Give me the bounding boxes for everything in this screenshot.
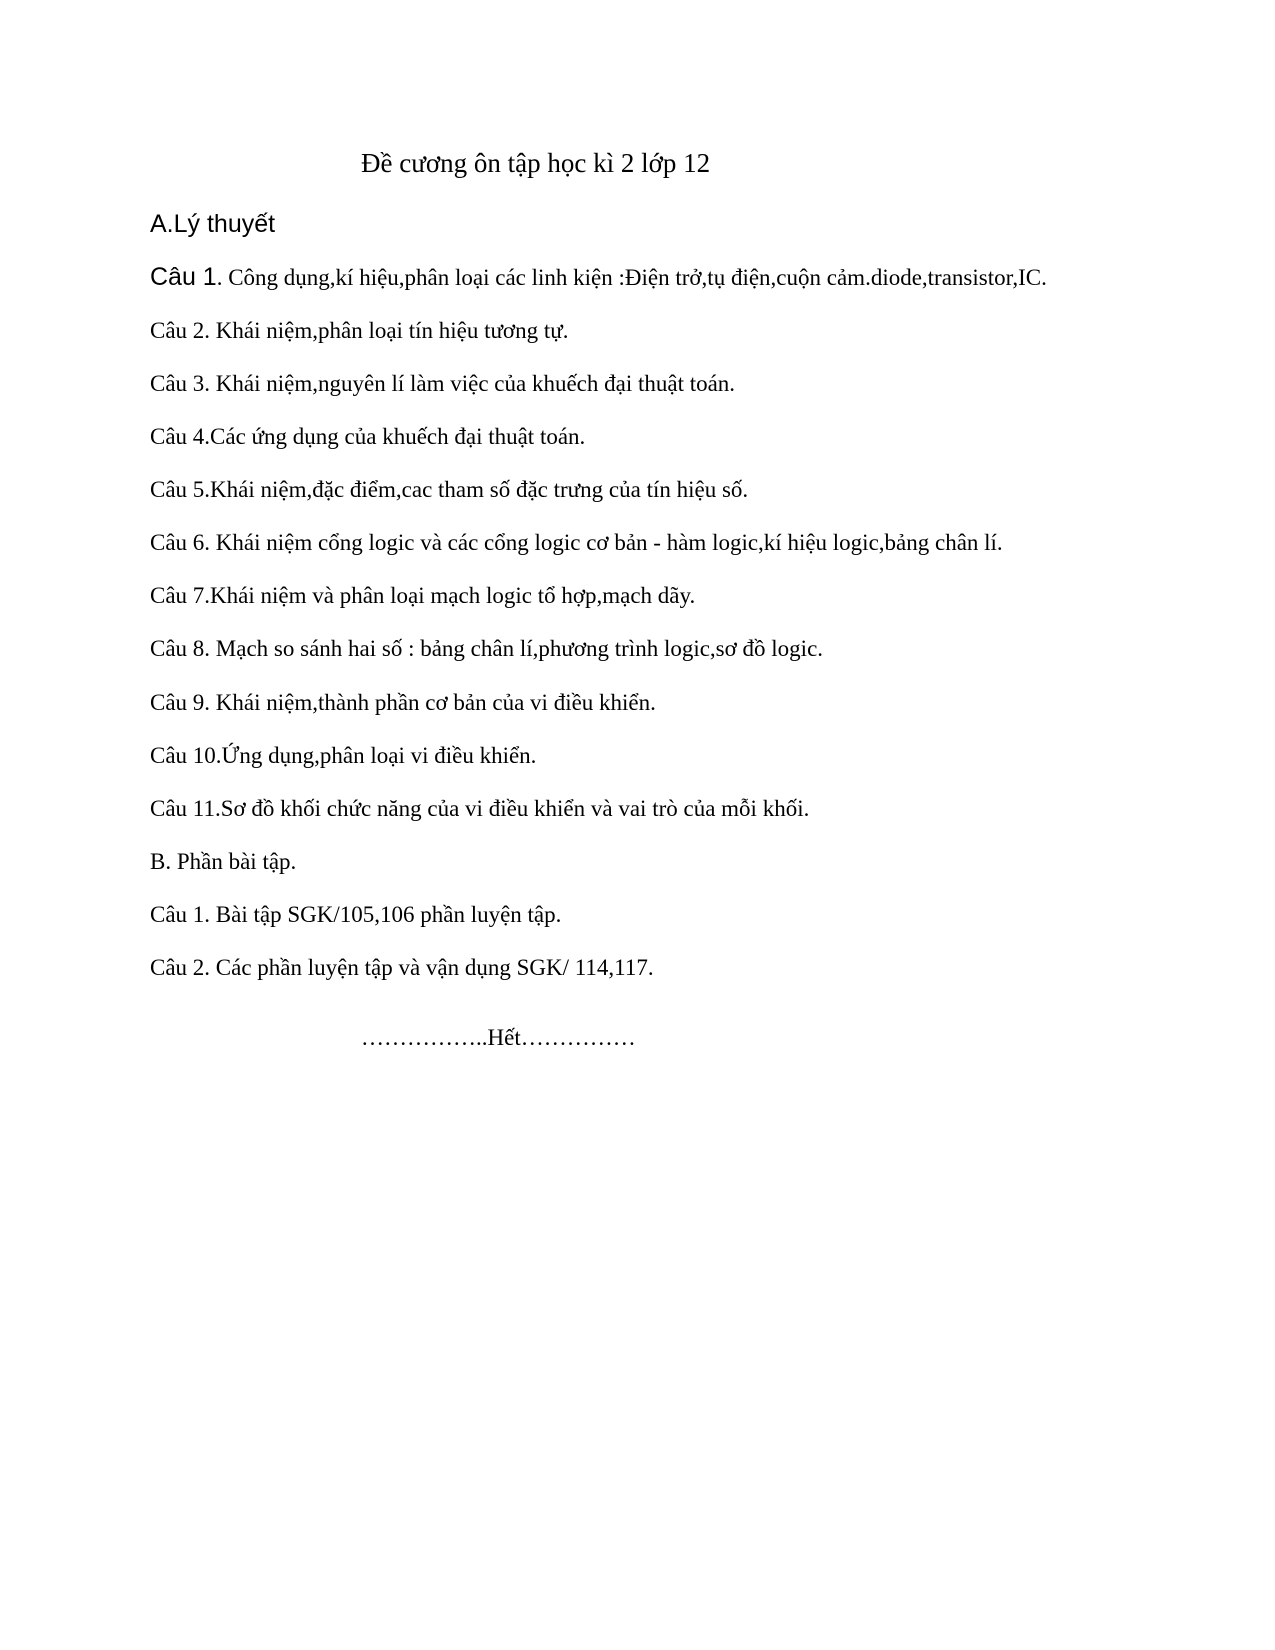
theory-question-2: Câu 2. Khái niệm,phân loại tín hiệu tương tự. <box>150 318 569 343</box>
theory-question-10: Câu 10.Ứng dụng,phân loại vi điều khiển. <box>150 743 537 768</box>
theory-question-1 <box>150 263 1047 292</box>
document-title: Đề cương ôn tập học kì 2 lớp 12 <box>361 148 711 178</box>
theory-question-1-text: . Công dụng,kí hiệu,phân loại các linh kiện :Điện trở,tụ điện,cuộn cảm.diode,transistor,IC. <box>216 265 1047 290</box>
theory-question-11: Câu 11.Sơ đồ khối chức năng của vi điều khiển và vai trò của mỗi khối. <box>150 796 810 821</box>
theory-question-9: Câu 9. Khái niệm,thành phần cơ bản của vi điều khiển. <box>150 690 656 715</box>
theory-question-5: Câu 5.Khái niệm,đặc điểm,cac tham số đặc trưng của tín hiệu số. <box>150 477 749 502</box>
section-a-heading: A.Lý thuyết <box>150 210 276 238</box>
theory-question-1-lead: Câu 1 <box>150 263 217 291</box>
theory-question-3: Câu 3. Khái niệm,nguyên lí làm việc của khuếch đại thuật toán. <box>150 371 736 396</box>
theory-question-6: Câu 6. Khái niệm cổng logic và các cổng logic cơ bản - hàm logic,kí hiệu logic,bảng chân lí. <box>150 530 1003 555</box>
document-end-marker: ……………..Hết…………… <box>361 1025 636 1050</box>
theory-question-4: Câu 4.Các ứng dụng của khuếch đại thuật toán. <box>150 424 586 449</box>
exercise-question-1: Câu 1. Bài tập SGK/105,106 phần luyện tập. <box>150 902 562 927</box>
section-b-heading: B. Phần bài tập. <box>150 849 297 874</box>
theory-question-7: Câu 7.Khái niệm và phân loại mạch logic tổ hợp,mạch dãy. <box>150 583 696 608</box>
exercise-question-2: Câu 2. Các phần luyện tập và vận dụng SGK/ 114,117. <box>150 955 654 980</box>
theory-question-8: Câu 8. Mạch so sánh hai số : bảng chân lí,phương trình logic,sơ đồ logic. <box>150 636 824 661</box>
